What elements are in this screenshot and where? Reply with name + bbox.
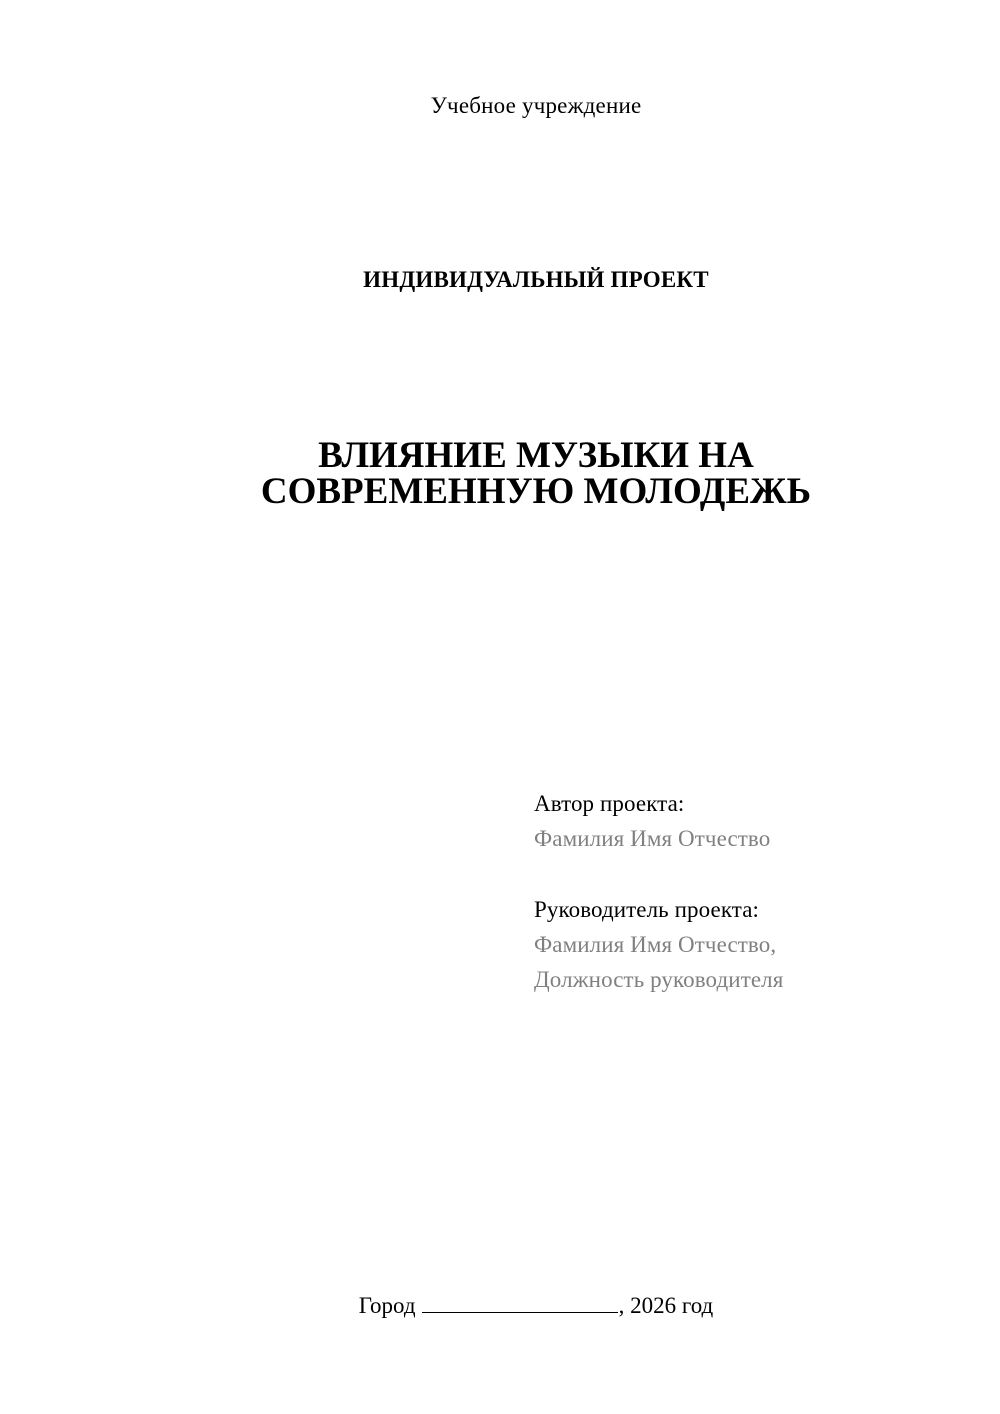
project-title-line-1: ВЛИЯНИЕ МУЗЫКИ НА (318, 435, 754, 476)
city-blank-line (422, 1290, 618, 1313)
city-label: Город (358, 1293, 416, 1318)
supervisor-position-placeholder: Должность руководителя (534, 967, 784, 992)
year-text: , 2026 год (618, 1293, 714, 1318)
project-type-heading: ИНДИВИДУАЛЬНЫЙ ПРОЕКТ (363, 267, 709, 292)
footer-city-year (0, 1290, 1000, 1320)
supervisor-block (534, 892, 974, 997)
project-title (0, 435, 1000, 512)
supervisor-label: Руководитель проекта: (534, 897, 760, 922)
author-label: Автор проекта: (534, 791, 685, 816)
author-block (534, 786, 974, 856)
institution-name: Учебное учреждение (430, 93, 642, 118)
author-name-placeholder: Фамилия Имя Отчество (534, 826, 771, 851)
project-title-line-2: СОВРЕМЕННУЮ МОЛОДЕЖЬ (260, 471, 812, 512)
supervisor-name-placeholder: Фамилия Имя Отчество, (534, 932, 777, 957)
